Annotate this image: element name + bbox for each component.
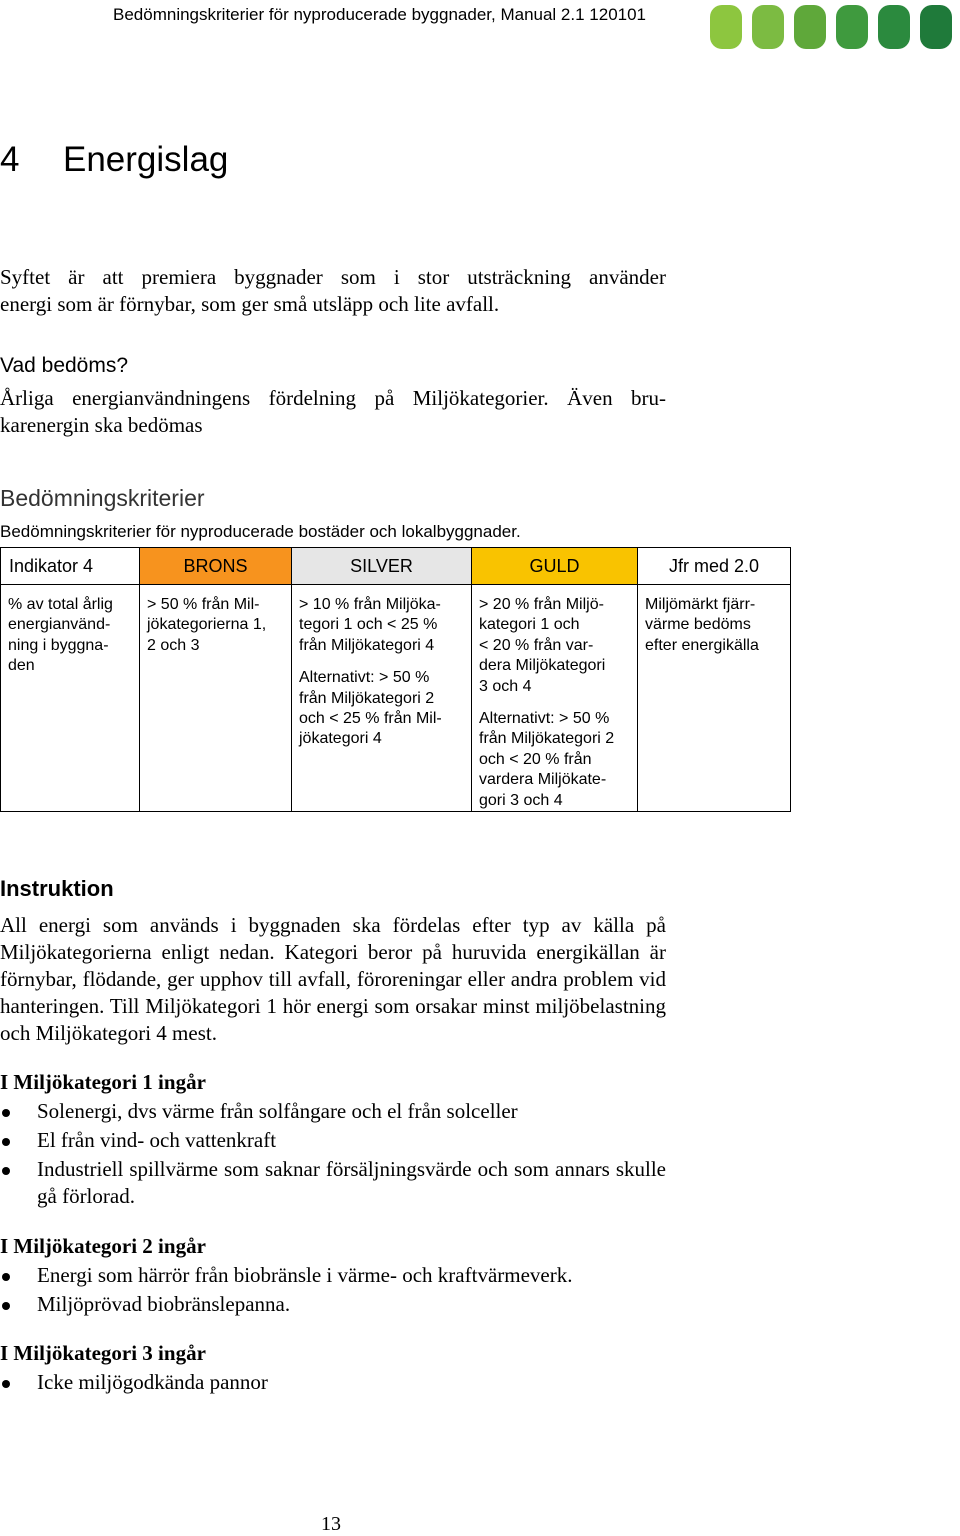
intro-line-2: energi som är förnybar, som ger små utsläpp och lite avfall. [0,292,500,316]
cell-silver [292,585,472,812]
kat3-list [0,1369,666,1398]
cell-line: från Miljökategori 2 [479,730,615,748]
bullet-icon [2,1138,10,1146]
cell-line: < 20 % från var- [479,636,594,654]
chapter-heading [0,140,228,180]
cell-line: från Miljökategori 4 [299,636,435,654]
cell-line: > 20 % från Miljö- [479,596,604,613]
cell-line: kategori 1 och [479,616,580,634]
cell-line: 2 och 3 [147,636,200,654]
cell-line: 3 och 4 [479,677,532,695]
header-guld: GULD [472,548,638,585]
kat1-heading: I Miljökategori 1 ingår [0,1070,206,1094]
criteria-table [0,547,791,812]
header-brons: BRONS [140,548,292,585]
cell-line: > 50 % från Mil- [147,596,260,613]
bullet-icon [2,1380,10,1388]
cell-line: % av total årlig [8,596,113,613]
cell-line: > 10 % från Miljöka- [299,596,441,613]
header-jfr: Jfr med 2.0 [638,548,791,585]
cell-indikator [1,585,140,812]
cell-guld [472,585,638,812]
criteria-body-row [1,585,791,812]
vad-line-1: Årliga energianvändningens fördelning på Miljökategorier. Även bru- [0,386,666,410]
cell-brons [140,585,292,812]
list-item [0,1262,666,1289]
cell-line: dera Miljökategori [479,657,606,675]
vad-line-2: karenergin ska bedömas [0,413,203,437]
cell-jfr [638,585,791,812]
list-item [0,1369,666,1396]
kat1-list [0,1098,666,1212]
list-item [0,1156,666,1210]
chapter-title: Energislag [63,140,229,179]
cell-line: och < 25 % från Mil- [299,710,442,728]
cell-line: ning i byggna- [8,636,109,654]
header-silver: SILVER [292,548,472,585]
cell-line: gori 3 och 4 [479,791,563,809]
instruktion-heading: Instruktion [0,876,114,901]
bullet-icon [2,1273,10,1281]
list-item [0,1291,666,1318]
cell-line: Miljömärkt fjärr- [645,596,756,613]
intro-line-1: Syftet är att premiera byggnader som i stor utsträckning använder [0,265,666,289]
running-header: Bedömningskriterier för nyproducerade byggnader, Manual 2.1 120101 [113,5,647,24]
cell-line: efter energikälla [645,636,759,654]
kriterier-heading: Bedömningskriterier [0,485,205,511]
bullet-icon [2,1109,10,1117]
header-indikator: Indikator 4 [1,548,140,585]
list-item-text: Energi som härrör från biobränsle i värme- och kraftvärmeverk. [37,1263,573,1287]
cell-line: och < 20 % från [479,750,592,768]
vad-heading: Vad bedöms? [0,354,129,377]
list-item-text: Industriell spillvärme som saknar försäljningsvärde och som annars skulle gå förlorad. [37,1157,666,1208]
list-item [0,1127,666,1154]
vad-paragraph [0,385,666,439]
kat3-heading: I Miljökategori 3 ingår [0,1341,206,1365]
cell-line: värme bedöms [645,616,751,634]
cell-line: den [8,657,35,675]
kat2-list [0,1262,666,1320]
list-item-text: Solenergi, dvs värme från solfångare och el från solceller [37,1099,518,1123]
kat2-heading: I Miljökategori 2 ingår [0,1234,206,1258]
cell-line: Alternativt: > 50 % [299,669,430,687]
chapter-number: 4 [0,140,20,179]
page-number: 13 [321,1513,341,1535]
cell-line: jökategorierna 1, [147,616,267,634]
list-item [0,1098,666,1125]
cell-line: Alternativt: > 50 % [479,710,610,728]
bullet-icon [2,1167,10,1175]
kriterier-subtitle: Bedömningskriterier för nyproducerade bostäder och lokalbyggnader. [0,522,521,541]
instruktion-paragraph: All energi som används i byggnaden ska fördelas efter typ av källa på Miljökategorierna enligt nedan. Kategori beror på huruvida energikällan är förnybar, flödande, ger upphov till avfall, föroreningar eller andra problem vid hanteringen. Till Miljökategori 1 hör energi som orsakar minst miljöbelastning och Miljökategori 4 mest. [0,913,666,1045]
criteria-header-row [1,548,791,585]
cell-line: vardera Miljökate- [479,771,607,789]
miljobyggnad-logo [708,3,960,51]
cell-line: jökategori 4 [299,730,382,748]
cell-line: energianvänd- [8,616,111,634]
list-item-text: Miljöprövad biobränslepanna. [37,1292,291,1316]
intro-paragraph [0,264,666,318]
list-item-text: Icke miljögodkända pannor [37,1370,268,1394]
list-item-text: El från vind- och vattenkraft [37,1128,277,1152]
cell-line: tegori 1 och < 25 % [299,616,438,634]
bullet-icon [2,1302,10,1310]
cell-line: från Miljökategori 2 [299,689,435,707]
